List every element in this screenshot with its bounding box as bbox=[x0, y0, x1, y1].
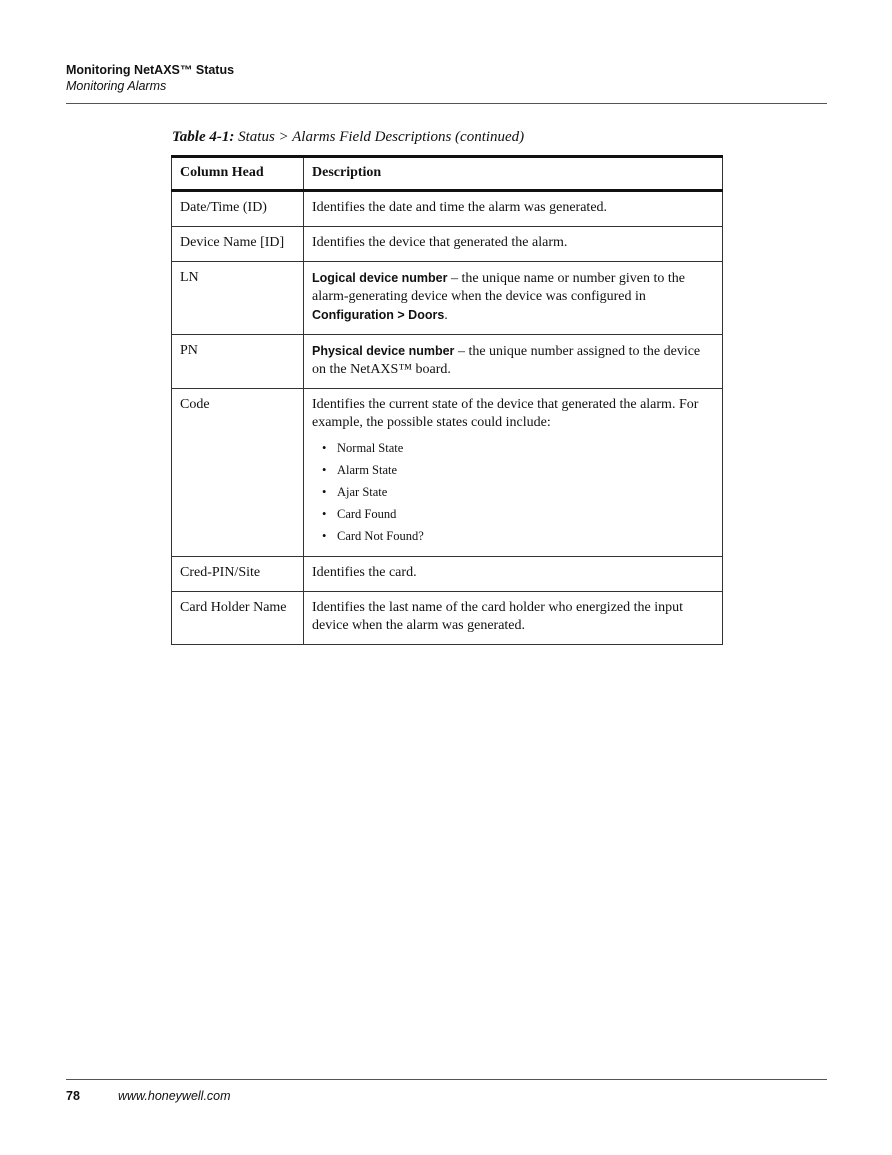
row-desc-code bbox=[304, 389, 723, 557]
table-row-ln bbox=[172, 262, 723, 335]
configuration-doors-path: Configuration > Doors bbox=[312, 308, 445, 322]
header-section-title: Monitoring NetAXS™ Status bbox=[66, 63, 235, 77]
row-desc-ln bbox=[304, 262, 723, 335]
table-caption-label: Table 4-1: bbox=[172, 129, 235, 145]
term-physical-device-number: Physical device number bbox=[312, 344, 455, 358]
column-header-description: Description bbox=[304, 157, 723, 191]
ln-description-end: . bbox=[444, 308, 448, 323]
table-header-row bbox=[172, 157, 723, 191]
field-descriptions-table bbox=[171, 155, 723, 645]
table-row-device-name bbox=[172, 227, 723, 262]
footer-rule bbox=[66, 1079, 827, 1080]
row-head-date-time: Date/Time (ID) bbox=[172, 191, 304, 227]
row-head-code: Code bbox=[172, 389, 304, 557]
pn-description-text: – the unique number assigned to the device on the NetAXS™ board. bbox=[312, 344, 701, 377]
table-caption bbox=[172, 128, 524, 146]
page-footer bbox=[66, 1088, 231, 1104]
list-item-normal-state: • Normal State bbox=[322, 437, 714, 459]
list-item-ajar-state: • Ajar State bbox=[322, 481, 714, 503]
table-row-cred-pin-site bbox=[172, 557, 723, 592]
row-head-card-holder-name: Card Holder Name bbox=[172, 592, 304, 645]
row-desc-date-time: Identifies the date and time the alarm was generated. bbox=[304, 191, 723, 227]
list-item-card-found: • Card Found bbox=[322, 503, 714, 525]
term-logical-device-number: Logical device number bbox=[312, 271, 448, 285]
table-row-code bbox=[172, 389, 723, 557]
page-number: 78 bbox=[66, 1089, 80, 1103]
row-head-cred-pin-site: Cred-PIN/Site bbox=[172, 557, 304, 592]
table-row-pn bbox=[172, 335, 723, 389]
row-head-device-name: Device Name [ID] bbox=[172, 227, 304, 262]
list-item-card-not-found: • Card Not Found? bbox=[322, 525, 714, 547]
table-caption-text: Status > Alarms Field Descriptions (continued) bbox=[238, 129, 525, 145]
row-desc-card-holder-name: Identifies the last name of the card holder who energized the input device when the alarm was generated. bbox=[304, 592, 723, 645]
footer-url: www.honeywell.com bbox=[118, 1089, 231, 1103]
table-row-card-holder-name bbox=[172, 592, 723, 645]
ln-description-text: – the unique name or number given to the alarm-generating device when the device was configured in bbox=[312, 271, 686, 304]
row-head-ln: LN bbox=[172, 262, 304, 335]
running-header bbox=[66, 62, 234, 94]
header-subsection-title: Monitoring Alarms bbox=[66, 79, 167, 93]
table-row-date-time bbox=[172, 191, 723, 227]
row-desc-cred-pin-site: Identifies the card. bbox=[304, 557, 723, 592]
code-description-text: Identifies the current state of the device that generated the alarm. For example, the possible states could include: bbox=[312, 397, 699, 430]
row-head-pn: PN bbox=[172, 335, 304, 389]
header-rule bbox=[66, 103, 827, 104]
list-item-alarm-state: • Alarm State bbox=[322, 459, 714, 481]
device-state-list bbox=[312, 437, 714, 547]
column-header-column-head: Column Head bbox=[172, 157, 304, 191]
row-desc-pn bbox=[304, 335, 723, 389]
row-desc-device-name: Identifies the device that generated the alarm. bbox=[304, 227, 723, 262]
